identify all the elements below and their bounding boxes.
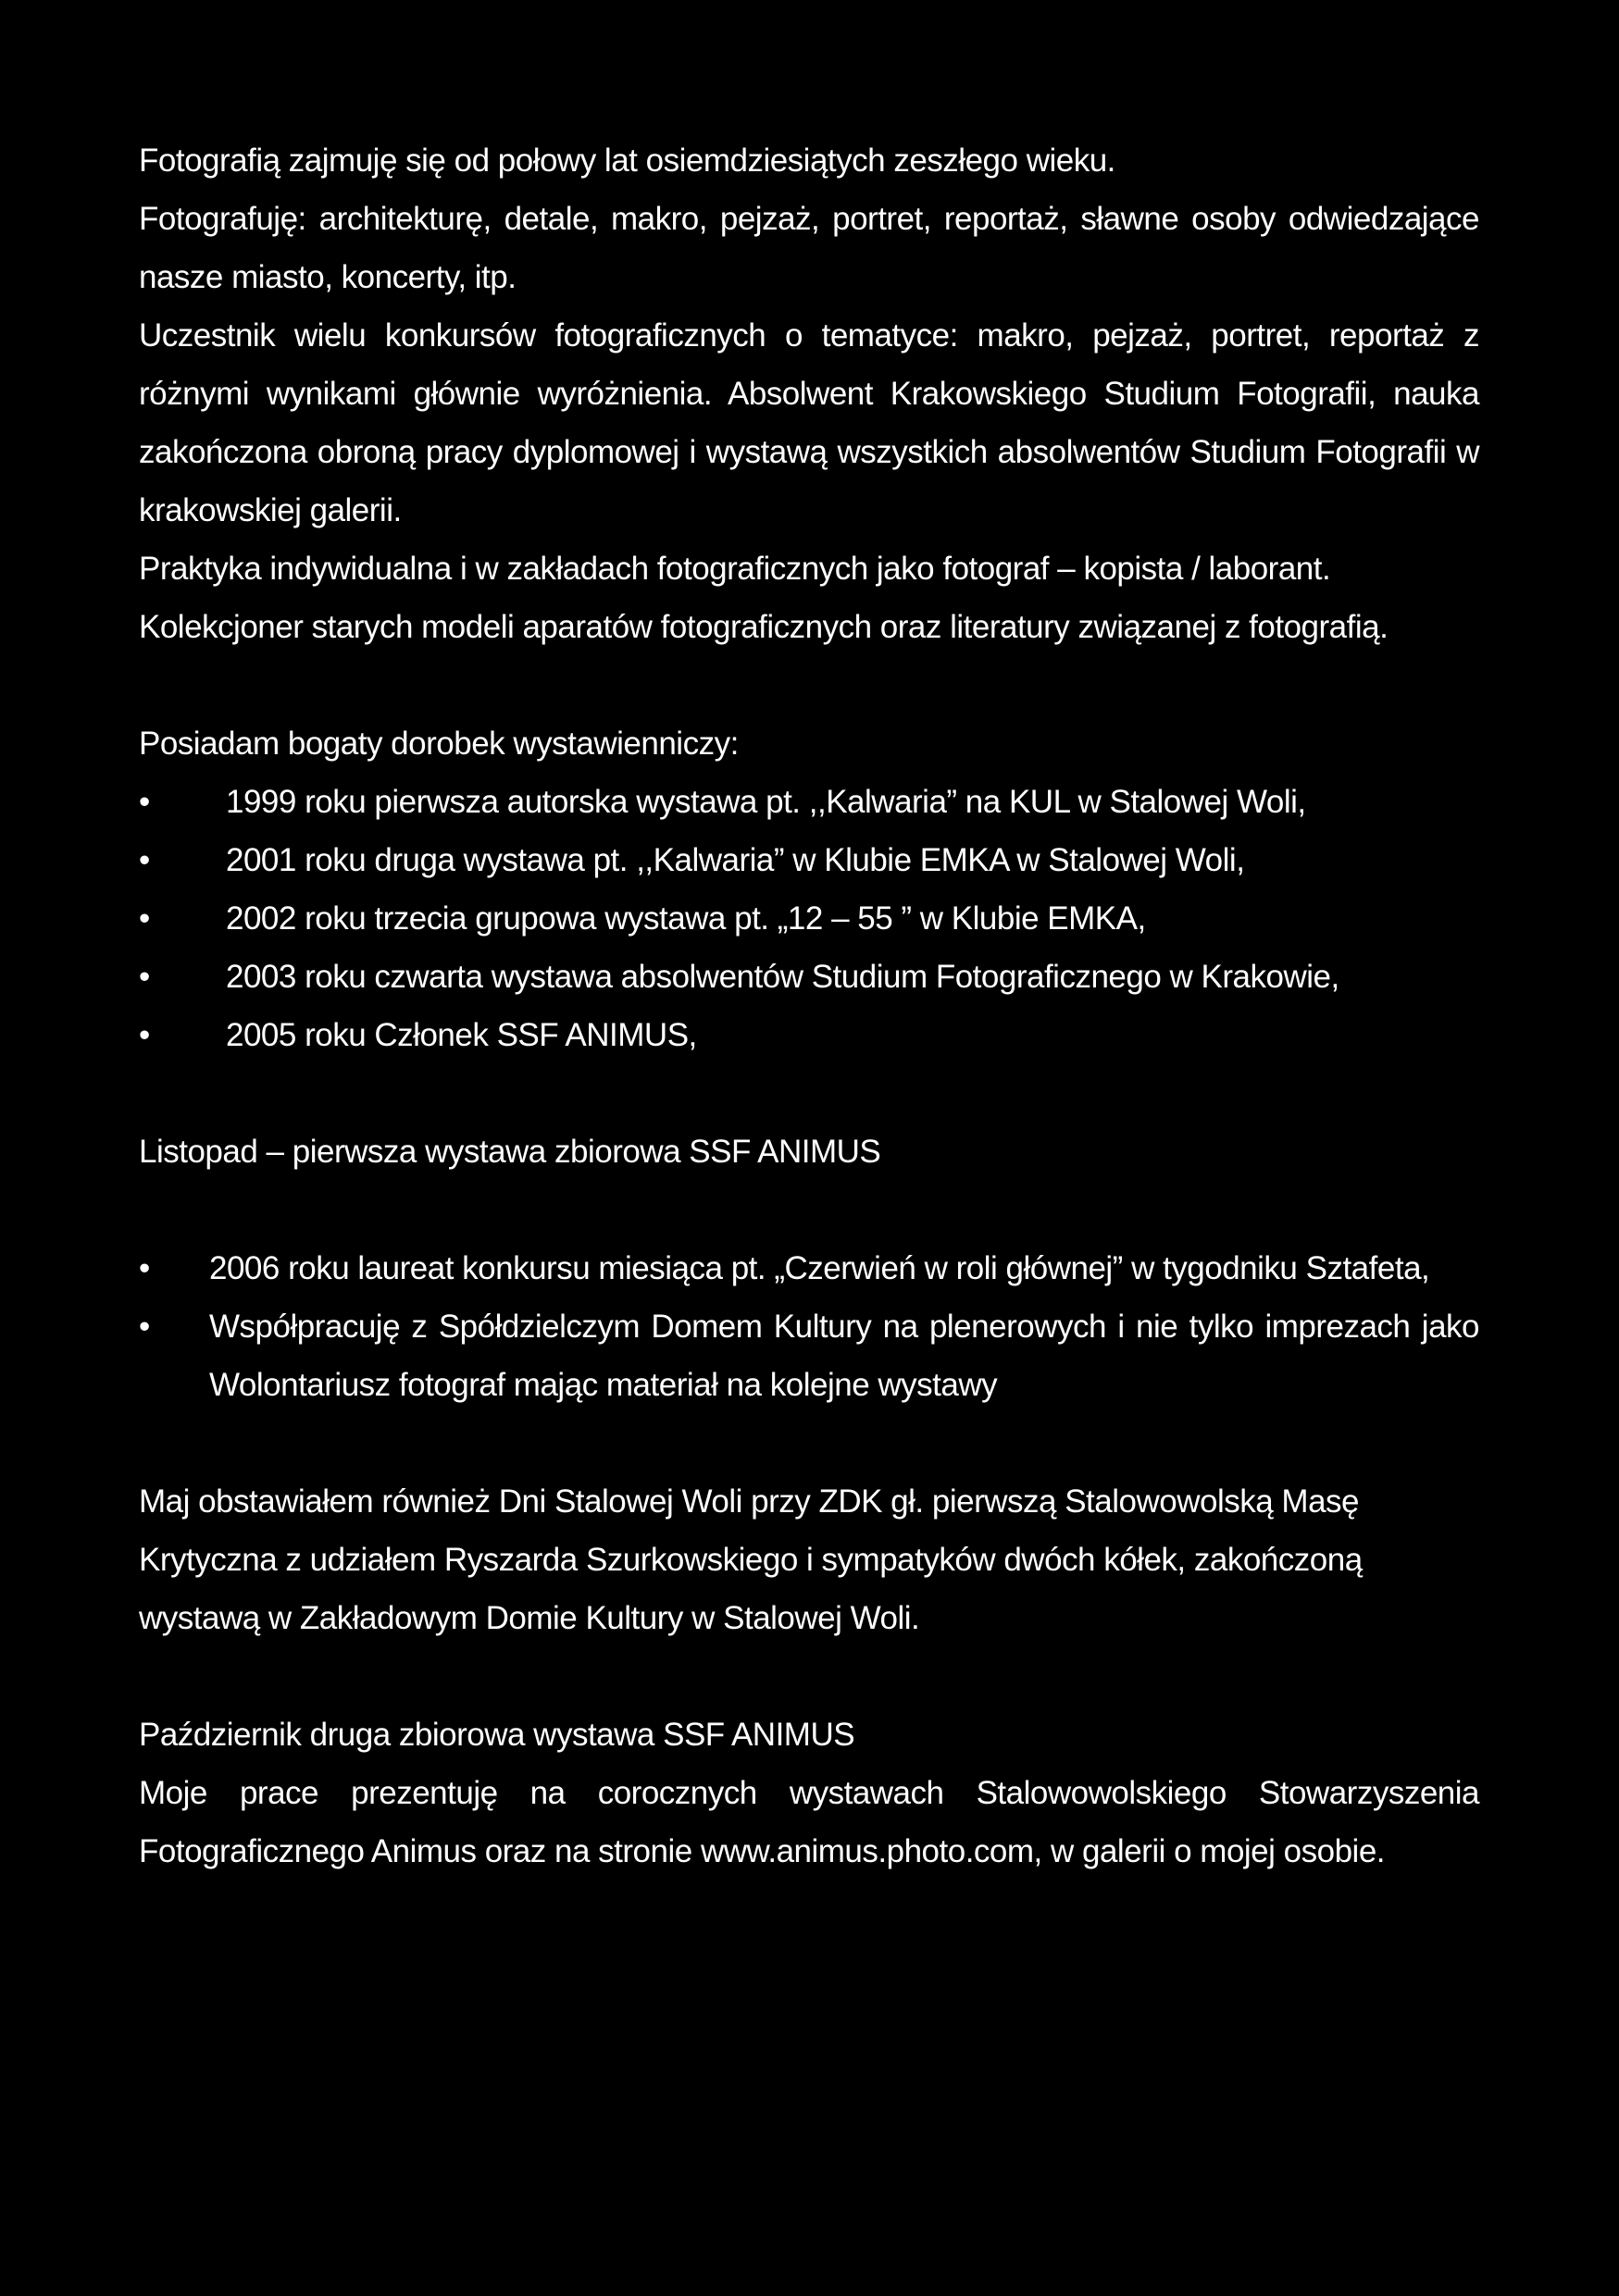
list-item bbox=[139, 948, 1479, 1006]
october-exhibition: Październik druga zbiorowa wystawa SSF ANIMUS bbox=[139, 1717, 855, 1753]
list-item bbox=[139, 889, 1479, 948]
list-item bbox=[139, 1297, 1479, 1414]
may-event: Maj obstawiałem również Dni Stalowej Woli przy ZDK gł. pierwszą Stalowowolską Masę Krytyczna z udziałem Ryszarda Szurkowskiego i sympatyków dwóch kółek, zakończoną wystawą w Zakładowym Domie Kultury w Stalowej Woli. bbox=[139, 1483, 1363, 1636]
list-item bbox=[139, 1239, 1479, 1297]
spacer bbox=[139, 1414, 1479, 1472]
spacer bbox=[139, 1064, 1479, 1123]
bullet-icon: • bbox=[139, 842, 150, 878]
exhibitions-heading: Posiadam bogaty dorobek wystawienniczy: bbox=[139, 726, 739, 762]
list-item-text: 2002 roku trzecia grupowa wystawa pt. „12 – 55 ” w Klubie EMKA, bbox=[226, 900, 1146, 937]
bio-practice: Praktyka indywidualna i w zakładach fotograficznych jako fotograf – kopista / laborant. bbox=[139, 551, 1331, 587]
list-item-text: 1999 roku pierwsza autorska wystawa pt. ,,Kalwaria” na KUL w Stalowej Woli, bbox=[226, 784, 1306, 820]
bullet-icon: • bbox=[139, 1309, 150, 1345]
bullet-icon: • bbox=[139, 959, 150, 995]
list-item bbox=[139, 1006, 1479, 1064]
document-page bbox=[139, 131, 1479, 1880]
bio-collector: Kolekcjoner starych modeli aparatów fotograficznych oraz literatury związanej z fotografią. bbox=[139, 609, 1389, 645]
bio-line-start: Fotografią zajmuję się od połowy lat osiemdziesiątych zeszłego wieku. bbox=[139, 143, 1115, 179]
spacer bbox=[139, 656, 1479, 714]
list-item-text: 2006 roku laureat konkursu miesiąca pt. „Czerwień w roli głównej” w tygodniku Sztafeta, bbox=[209, 1250, 1430, 1286]
list-item-text: 2003 roku czwarta wystawa absolwentów Studium Fotograficznego w Krakowie, bbox=[226, 959, 1339, 995]
list-item bbox=[139, 773, 1479, 831]
bio-subjects: Fotografuję: architekturę, detale, makro, pejzaż, portret, reportaż, sławne osoby odwiedzające nasze miasto, koncerty, itp. bbox=[139, 201, 1479, 295]
bullet-icon: • bbox=[139, 1017, 150, 1053]
list-item-text: 2005 roku Członek SSF ANIMUS, bbox=[226, 1017, 697, 1053]
list-item-text: Współpracuję z Spółdzielczym Domem Kultury na plenerowych i nie tylko imprezach jako Wolontariusz fotograf mając materiał na kolejne wystawy bbox=[209, 1309, 1479, 1403]
bullet-icon: • bbox=[139, 784, 150, 820]
bullet-icon: • bbox=[139, 900, 150, 937]
bio-contests-education: Uczestnik wielu konkursów fotograficznych o tematyce: makro, pejzaż, portret, reportaż z różnymi wynikami głównie wyróżnienia. Absolwent Krakowskiego Studium Fotografii, nauka zakończona obroną pracy dyplomowej i wystawą wszystkich absolwentów Studium Fotografii w krakowskiej galerii. bbox=[139, 317, 1479, 528]
exhibitions-list bbox=[139, 773, 1479, 1064]
november-exhibition: Listopad – pierwsza wystawa zbiorowa SSF ANIMUS bbox=[139, 1134, 881, 1170]
later-activity-list bbox=[139, 1239, 1479, 1414]
bullet-icon: • bbox=[139, 1250, 150, 1286]
spacer bbox=[139, 1181, 1479, 1239]
list-item-text: 2001 roku druga wystawa pt. ,,Kalwaria” w Klubie EMKA w Stalowej Woli, bbox=[226, 842, 1245, 878]
list-item bbox=[139, 831, 1479, 889]
closing-paragraph: Moje prace prezentuję na corocznych wystawach Stalowowolskiego Stowarzyszenia Fotograficznego Animus oraz na stronie www.animus.photo.com, w galerii o mojej osobie. bbox=[139, 1775, 1479, 1869]
spacer bbox=[139, 1647, 1479, 1706]
